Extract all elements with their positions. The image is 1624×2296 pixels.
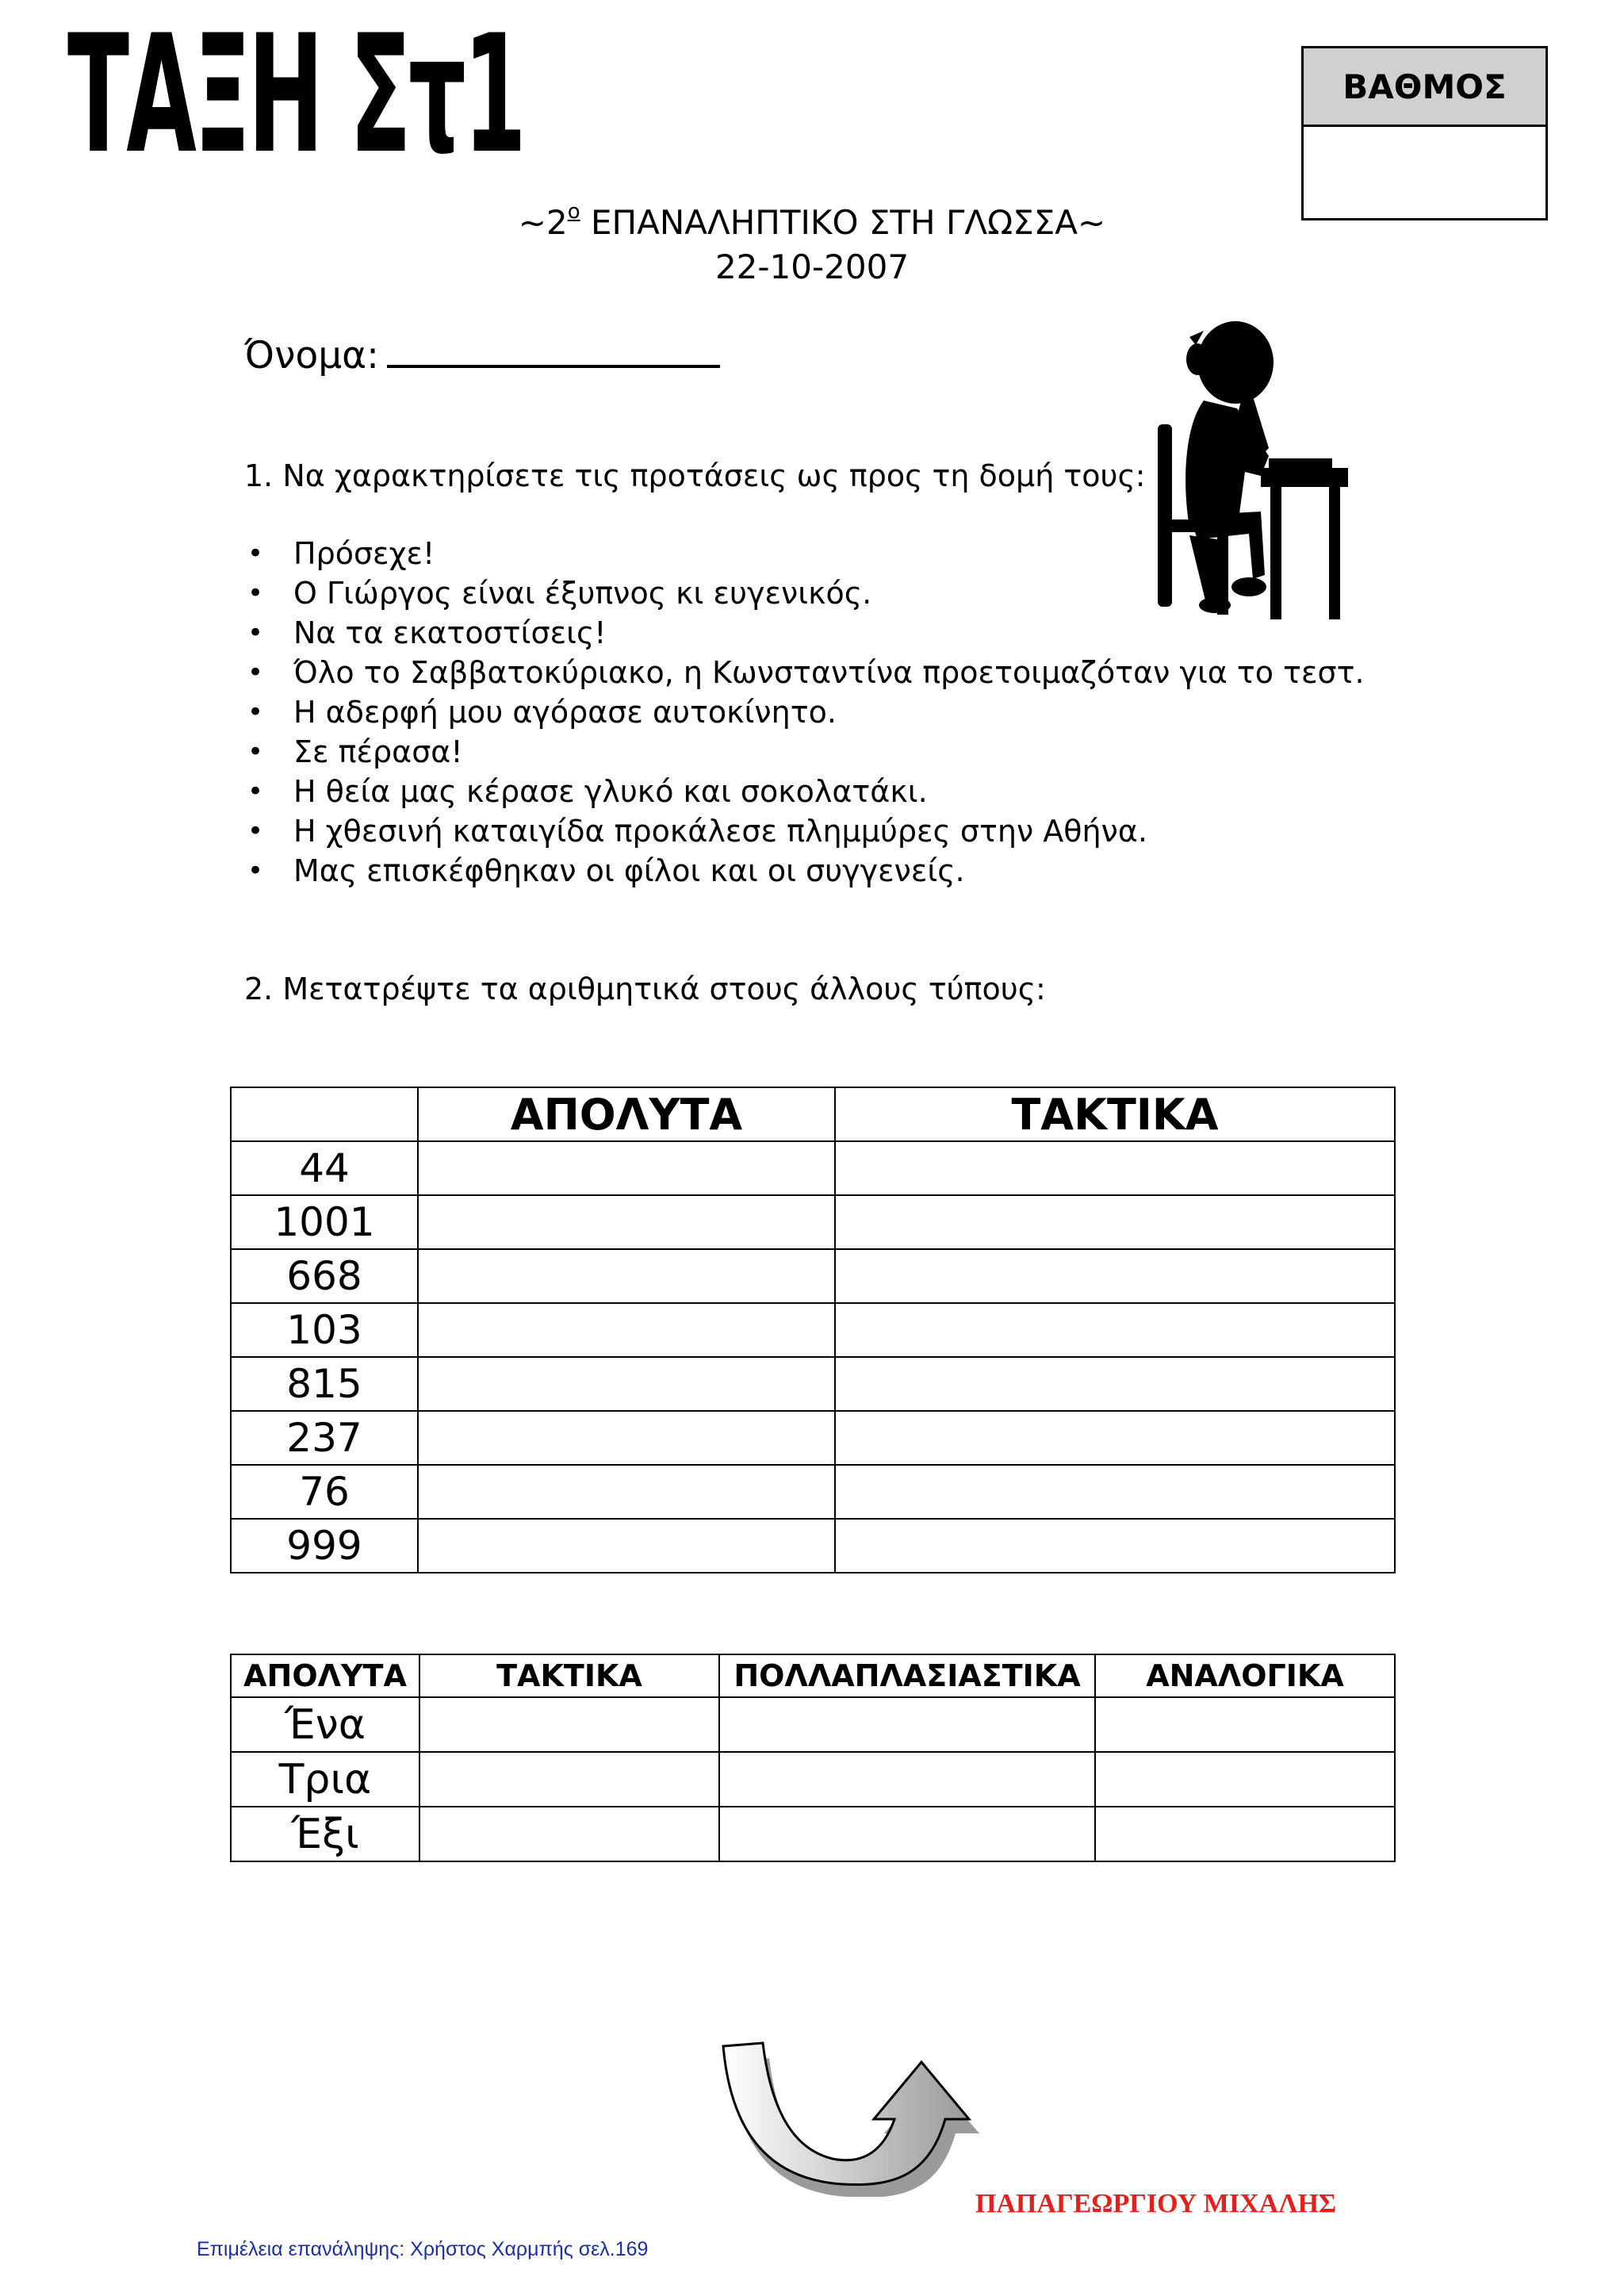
table-row — [231, 1141, 1395, 1195]
answer-cell[interactable] — [835, 1465, 1395, 1519]
answer-cell[interactable] — [719, 1697, 1095, 1752]
table-row — [231, 1357, 1395, 1411]
numeral-types-table — [230, 1654, 1396, 1862]
table-row — [231, 1697, 1395, 1752]
student-silhouette-icon — [1142, 313, 1360, 623]
name-label: Όνομα: — [244, 334, 379, 378]
table-row — [231, 1752, 1395, 1807]
answer-cell[interactable] — [418, 1519, 835, 1573]
answer-cell[interactable] — [835, 1249, 1395, 1303]
grade-box — [1301, 46, 1548, 220]
answer-cell[interactable] — [418, 1411, 835, 1465]
answer-cell[interactable] — [835, 1141, 1395, 1195]
table-row — [231, 1195, 1395, 1249]
answer-cell[interactable] — [835, 1195, 1395, 1249]
answer-cell[interactable] — [835, 1357, 1395, 1411]
name-blank-field[interactable] — [387, 333, 720, 368]
numeral-cell: 1001 — [231, 1195, 418, 1249]
answer-cell[interactable] — [418, 1303, 835, 1357]
numeral-cell: 999 — [231, 1519, 418, 1573]
exam-date: 22-10-2007 — [714, 247, 910, 286]
table-header-cell: ΑΝΑΛΟΓΙΚΑ — [1095, 1654, 1395, 1697]
page-title — [0, 200, 1624, 242]
curved-arrow-icon — [714, 2030, 983, 2197]
answer-cell[interactable] — [1095, 1752, 1395, 1807]
answer-cell[interactable] — [418, 1357, 835, 1411]
subtitle-superscript: ο — [567, 200, 580, 224]
list-item: • Η αδερφή μου αγόρασε αυτοκίνητο. — [244, 692, 1365, 732]
table-row — [231, 1465, 1395, 1519]
table-header-cell: ΤΑΚΤΙΚΑ — [419, 1654, 719, 1697]
table-header-row — [231, 1087, 1395, 1141]
answer-cell[interactable] — [835, 1519, 1395, 1573]
exercise2-prompt: 2. Μετατρέψτε τα αριθμητικά στους άλλους τύπους: — [244, 972, 1046, 1006]
list-item: • Μας επισκέφθηκαν οι φίλοι και οι συγγενείς. — [244, 851, 1365, 891]
table-header-cell: ΠΟΛΛΑΠΛΑΣΙΑΣΤΙΚΑ — [719, 1654, 1095, 1697]
grade-label: ΒΑΘΜΟΣ — [1304, 48, 1545, 127]
answer-cell[interactable] — [835, 1411, 1395, 1465]
answer-cell[interactable] — [418, 1249, 835, 1303]
table-row — [231, 1519, 1395, 1573]
table-row — [231, 1411, 1395, 1465]
table-header-cell: ΤΑΚΤΙΚΑ — [835, 1087, 1395, 1141]
list-item: • Ο Γιώργος είναι έξυπνος κι ευγενικός. — [244, 573, 1365, 613]
answer-cell[interactable] — [418, 1141, 835, 1195]
list-item: • Να τα εκατοστίσεις! — [244, 613, 1365, 653]
word-cell: Τρια — [231, 1752, 419, 1807]
answer-cell[interactable] — [418, 1465, 835, 1519]
numeral-cell: 668 — [231, 1249, 418, 1303]
answer-cell[interactable] — [835, 1303, 1395, 1357]
table-header-cell: ΑΠΟΛΥΤΑ — [418, 1087, 835, 1141]
numeral-cell: 103 — [231, 1303, 418, 1357]
class-title: ΤΑΞΗ Στ1 — [67, 1, 524, 190]
list-item: • Η θεία μας κέρασε γλυκό και σοκολατάκι. — [244, 772, 1365, 811]
list-item: • Η χθεσινή καταιγίδα προκάλεσε πλημμύρες στην Αθήνα. — [244, 811, 1365, 851]
numeral-cell: 815 — [231, 1357, 418, 1411]
table-row — [231, 1303, 1395, 1357]
answer-cell[interactable] — [419, 1697, 719, 1752]
answer-cell[interactable] — [1095, 1807, 1395, 1861]
answer-cell[interactable] — [1095, 1697, 1395, 1752]
table-row — [231, 1249, 1395, 1303]
list-item: • Πρόσεχε! — [244, 534, 1365, 573]
answer-cell[interactable] — [419, 1752, 719, 1807]
footer-credit: Επιμέλεια επανάληψης: Χρήστος Χαρμπής σελ.169 — [197, 2238, 649, 2260]
numeral-cell: 44 — [231, 1141, 418, 1195]
list-item: • Σε πέρασα! — [244, 732, 1365, 772]
answer-cell[interactable] — [418, 1195, 835, 1249]
numeral-cell: 237 — [231, 1411, 418, 1465]
table-header-cell: ΑΠΟΛΥΤΑ — [231, 1654, 419, 1697]
numerals-table — [230, 1087, 1396, 1573]
subtitle-text: ΕΠΑΝΑΛΗΠΤΙΚΟ ΣΤΗ ΓΛΩΣΣΑ~ — [580, 203, 1106, 242]
word-cell: Έξι — [231, 1807, 419, 1861]
subtitle-prefix: ~2 — [518, 203, 568, 242]
name-row — [244, 333, 720, 378]
table-header-row — [231, 1654, 1395, 1697]
table-row — [231, 1807, 1395, 1861]
numeral-cell: 76 — [231, 1465, 418, 1519]
answer-cell[interactable] — [719, 1807, 1095, 1861]
answer-cell[interactable] — [419, 1807, 719, 1861]
list-item: • Όλο το Σαββατοκύριακο, η Κωνσταντίνα προετοιμαζόταν για το τεστ. — [244, 653, 1365, 692]
table-header-cell — [231, 1087, 418, 1141]
exercise1-prompt: 1. Να χαρακτηρίσετε τις προτάσεις ως προς τη δομή τους: — [244, 458, 1146, 493]
answer-cell[interactable] — [719, 1752, 1095, 1807]
author-name: ΠΑΠΑΓΕΩΡΓΙΟΥ ΜΙΧΑΛΗΣ — [975, 2189, 1337, 2218]
word-cell: Ένα — [231, 1697, 419, 1752]
